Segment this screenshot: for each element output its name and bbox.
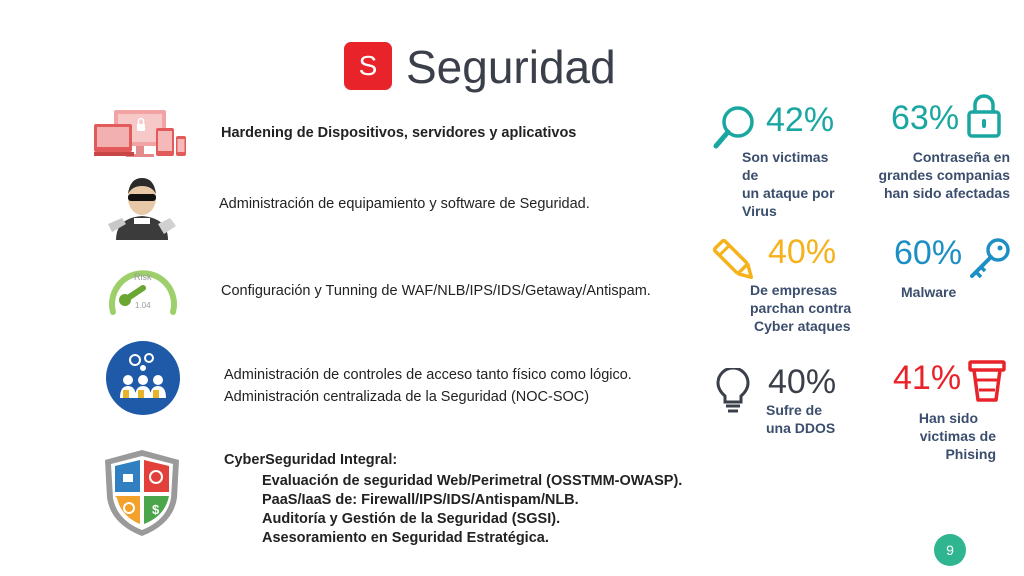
risk-gauge-icon [105, 254, 181, 323]
gauge-value: 1.04 [135, 301, 151, 310]
row-admin-equipment [219, 195, 590, 214]
stat-line: una DDOS [766, 420, 836, 436]
stat-line: Virus [742, 203, 777, 219]
stat-line: Sufre de [766, 402, 823, 418]
row-heading: CyberSeguridad Integral: [224, 452, 398, 468]
row-line: Asesoramiento en Seguridad Estratégica. [262, 530, 549, 546]
stat-value: 40% [768, 233, 837, 271]
row-access-control [224, 366, 632, 407]
hacker-icon [108, 174, 176, 247]
row-line: Hardening de Dispositivos, servidores y aplicativos [221, 125, 577, 141]
security-shield-icon [103, 448, 181, 543]
stat-line: Malware [901, 284, 957, 300]
row-line: PaaS/IaaS de: Firewall/IPS/IDS/Antispam/NLB. [262, 492, 579, 508]
lightbulb-icon [716, 368, 750, 419]
lock-icon [966, 94, 1002, 143]
stat-line: Han sido [918, 410, 978, 426]
stat-value: 42% [766, 101, 835, 139]
stat-line: Son victimas [742, 149, 829, 165]
stat-description [901, 283, 956, 301]
devices-icon [94, 106, 192, 169]
stat-line: Phising [945, 446, 996, 462]
row-hardening [221, 124, 576, 143]
stat-value: 41% [893, 359, 962, 397]
row-line: Administración de equipamiento y software de Seguridad. [219, 196, 590, 212]
page-title: Seguridad [406, 41, 616, 93]
row-line: Auditoría y Gestión de la Seguridad (SGSI). [262, 511, 561, 527]
stat-line: Cyber ataques [754, 318, 851, 334]
svg-text:$: $ [152, 502, 160, 517]
stat-line: grandes companias [878, 167, 1010, 183]
stat-line: de [742, 167, 759, 183]
stat-line: Contraseña en [912, 149, 1010, 165]
row-config-tunning [221, 282, 651, 301]
stat-description [742, 148, 835, 220]
stat-line: parchan contra [750, 300, 852, 316]
stat-description [766, 401, 835, 437]
title-badge: S [344, 42, 392, 90]
stat-line: han sido afectadas [883, 185, 1010, 201]
row-line: Evaluación de seguridad Web/Perimetral (OSSTMM-OWASP). [262, 473, 683, 489]
stat-value: 63% [891, 99, 960, 137]
stat-line: un ataque por [742, 185, 835, 201]
row-line: Configuración y Tunning de WAF/NLB/IPS/IDS/Getaway/Antispam. [221, 283, 651, 299]
stat-value: 60% [894, 234, 963, 272]
gauge-label: Risk [134, 272, 152, 282]
stat-line: De empresas [750, 282, 838, 298]
stat-value: 40% [768, 363, 837, 401]
page-number-badge: 9 [934, 534, 966, 566]
stat-description [868, 148, 1010, 202]
stat-description [750, 281, 851, 335]
key-icon [966, 236, 1012, 287]
access-control-icon [105, 340, 181, 421]
cup-icon [968, 358, 1008, 409]
row-cyberseguridad [224, 451, 682, 548]
stat-line: victimas de [919, 428, 996, 444]
row-line: Administración de controles de acceso tanto físico como lógico. [224, 367, 632, 383]
row-line: Administración centralizada de la Seguridad (NOC-SOC) [224, 389, 590, 405]
stat-description [896, 409, 996, 463]
